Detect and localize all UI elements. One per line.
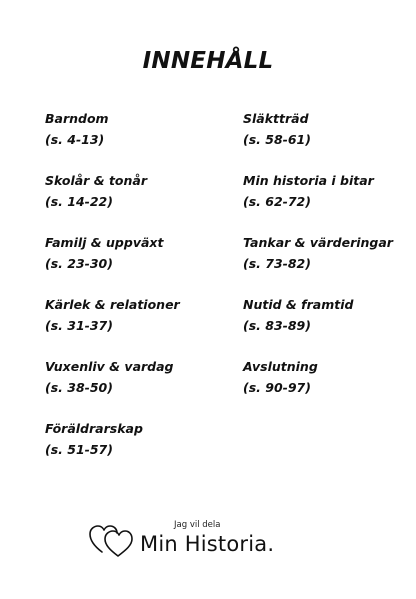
toc-entry bbox=[243, 170, 393, 232]
toc-entry bbox=[243, 356, 393, 418]
toc-entry bbox=[45, 108, 180, 170]
toc-entry-label: Familj & uppväxt bbox=[45, 235, 164, 250]
toc-entry bbox=[45, 232, 180, 294]
toc-entry-label: Föräldrarskap bbox=[45, 421, 143, 436]
toc-entry-label: Min historia i bitar bbox=[243, 173, 374, 188]
toc-entry bbox=[243, 108, 393, 170]
toc-entry bbox=[45, 356, 180, 418]
toc-entry-pages: (s. 83-89) bbox=[243, 318, 311, 333]
toc-entry-pages: (s. 58-61) bbox=[243, 132, 311, 147]
toc-entry-label: Kärlek & relationer bbox=[45, 297, 180, 312]
toc-left-column bbox=[45, 108, 180, 480]
toc-entry-label: Skolår & tonår bbox=[45, 173, 148, 188]
toc-entry-label: Barndom bbox=[45, 111, 109, 126]
toc-entry-pages: (s. 90-97) bbox=[243, 380, 311, 395]
toc-entry bbox=[243, 232, 393, 294]
toc-entry-label: Vuxenliv & vardag bbox=[45, 359, 174, 374]
toc-entry-pages: (s. 31-37) bbox=[45, 318, 113, 333]
toc-entry-pages: (s. 4-13) bbox=[45, 132, 105, 147]
toc-right-column bbox=[243, 108, 393, 418]
toc-entry-label: Tankar & värderingar bbox=[243, 235, 393, 250]
logo-tagline: Jag vil dela bbox=[174, 520, 221, 530]
toc-entry-pages: (s. 62-72) bbox=[243, 194, 311, 209]
toc-entry-label: Avslutning bbox=[243, 359, 318, 374]
brand-logo bbox=[88, 518, 308, 568]
logo-brand-name: Min Historia. bbox=[140, 532, 275, 556]
toc-entry bbox=[45, 170, 180, 232]
toc-entry-pages: (s. 23-30) bbox=[45, 256, 113, 271]
toc-entry-pages: (s. 51-57) bbox=[45, 442, 113, 457]
toc-entry-pages: (s. 38-50) bbox=[45, 380, 113, 395]
toc-entry-label: Nutid & framtid bbox=[243, 297, 354, 312]
toc-entry-pages: (s. 73-82) bbox=[243, 256, 311, 271]
toc-entry-label: Släktträd bbox=[243, 111, 309, 126]
toc-entry bbox=[243, 294, 393, 356]
page-title: INNEHÅLL bbox=[142, 48, 274, 74]
toc-entry bbox=[45, 294, 180, 356]
toc-entry-pages: (s. 14-22) bbox=[45, 194, 113, 209]
toc-entry bbox=[45, 418, 180, 480]
two-hearts-icon bbox=[88, 522, 134, 558]
